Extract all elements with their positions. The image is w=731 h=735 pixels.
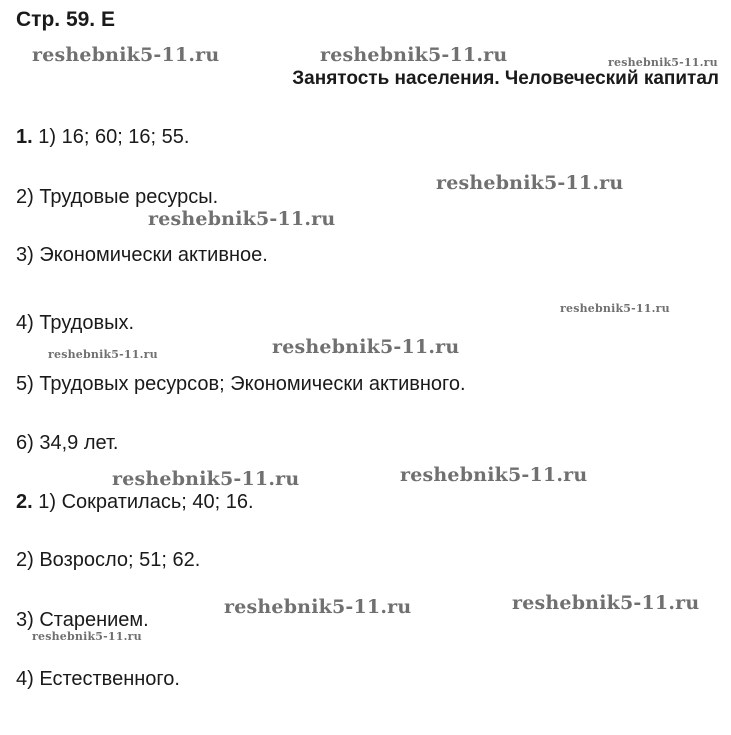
answer-line [16, 432, 118, 455]
watermark: reshebnik5-11.ru [608, 56, 718, 69]
answer-line [16, 186, 218, 209]
answer-text: 1) Сократилась; 40; 16. [38, 491, 254, 513]
answer-text: 4) Трудовых. [16, 312, 135, 334]
answer-line [16, 126, 189, 149]
watermark: reshebnik5-11.ru [224, 596, 412, 618]
answer-line [16, 549, 200, 572]
page-reference: Стр. 59. Е [16, 8, 115, 31]
answer-text: 3) Старением. [16, 609, 149, 631]
watermark: reshebnik5-11.ru [32, 44, 220, 66]
watermark: reshebnik5-11.ru [512, 592, 700, 614]
answer-text: 3) Экономически активное. [16, 244, 268, 266]
answer-text: 6) 34,9 лет. [16, 432, 119, 454]
answer-line [16, 312, 134, 335]
watermark: reshebnik5-11.ru [400, 464, 588, 486]
question-number: 2. [16, 491, 33, 513]
watermark: reshebnik5-11.ru [320, 44, 508, 66]
answer-text: 4) Естественного. [16, 668, 180, 690]
watermark: reshebnik5-11.ru [32, 630, 142, 643]
answer-text: 2) Возросло; 51; 62. [16, 549, 201, 571]
answer-line [16, 609, 149, 632]
watermark: reshebnik5-11.ru [560, 302, 670, 315]
answer-text: 5) Трудовых ресурсов; Экономически активного. [16, 373, 466, 395]
answer-text: 2) Трудовые ресурсы. [16, 186, 219, 208]
watermark: reshebnik5-11.ru [148, 208, 336, 230]
watermark: reshebnik5-11.ru [112, 468, 300, 490]
watermark: reshebnik5-11.ru [272, 336, 460, 358]
answer-text: 1) 16; 60; 16; 55. [38, 126, 190, 148]
answer-line [16, 668, 180, 691]
watermark: reshebnik5-11.ru [48, 348, 158, 361]
answer-line [16, 244, 268, 267]
question-number: 1. [16, 126, 33, 148]
answer-line [16, 491, 254, 514]
watermark: reshebnik5-11.ru [436, 172, 624, 194]
section-title: Занятость населения. Человеческий капитал [292, 68, 719, 89]
answer-line [16, 373, 466, 396]
